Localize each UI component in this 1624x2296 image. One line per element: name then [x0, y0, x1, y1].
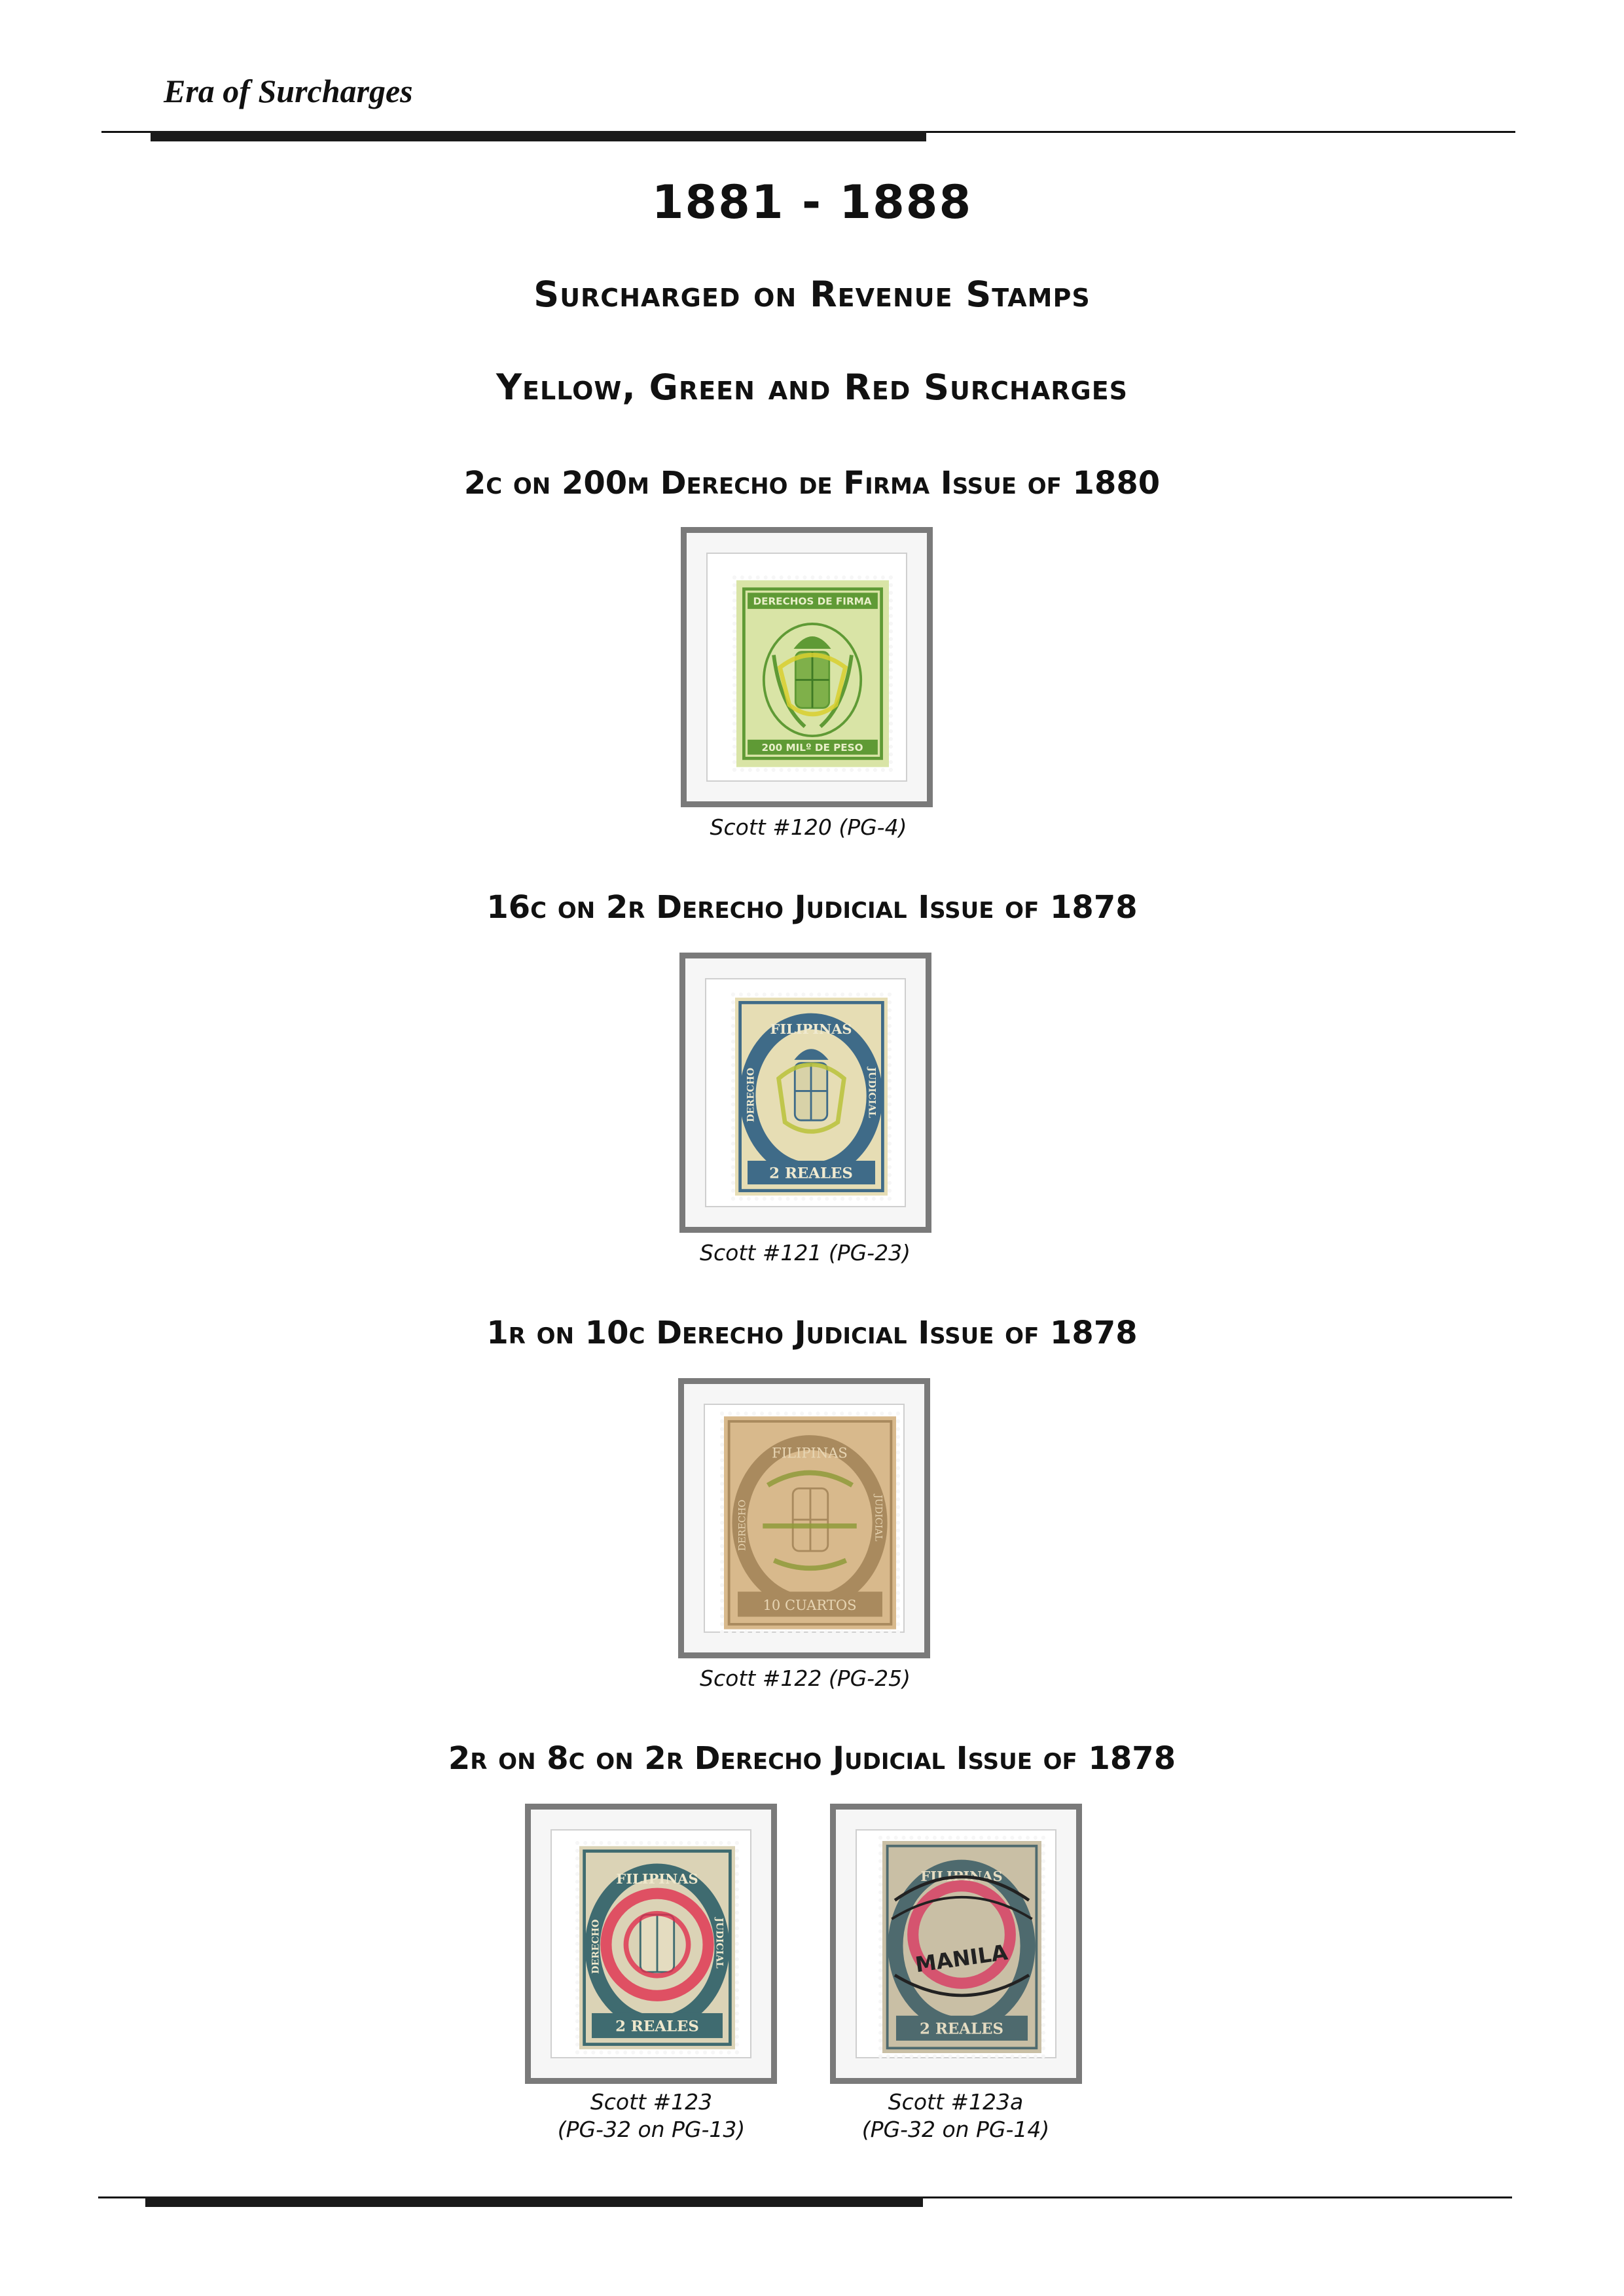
stamp-judicial-10c-svg	[724, 1415, 896, 1630]
section-heading: 2c on 200m Derecho de Firma Issue of 1880	[463, 465, 1161, 501]
stamp-top-text: FILIPINAS	[616, 1870, 698, 1887]
stamp-right-text: JUDICIAL	[866, 1067, 877, 1118]
stamp-mount	[830, 1804, 1082, 2084]
stamp-left-text: DERECHO	[746, 1067, 757, 1122]
stamp-mount	[525, 1804, 777, 2084]
stamp-bottom-text: 2 REALES	[615, 2018, 699, 2035]
stamp-image	[878, 1836, 1045, 2058]
stamp-left-text: DERECHO	[590, 1919, 602, 1974]
stamp-image	[575, 1841, 739, 2054]
stamp-bottom-text: 200 MILº DE PESO	[761, 741, 863, 754]
stamp-mount	[678, 1378, 930, 1658]
cancel-text: MANILA	[913, 1939, 1009, 1978]
stamp-judicial-123-svg	[579, 1845, 735, 2050]
stamp-top-text: DERECHOS DE FIRMA	[753, 595, 872, 608]
footer-rule-bar	[145, 2196, 923, 2207]
stamp-image	[732, 575, 893, 772]
stamp-left-text: DERECHO	[737, 1499, 748, 1552]
stamp-caption: Scott #121 (PG-23)	[700, 1240, 911, 1266]
stamp-caption	[497, 2088, 805, 2143]
stamp-judicial-123a-svg	[882, 1840, 1041, 2054]
stamp-judicial-2r-svg	[735, 996, 888, 1197]
stamp-caption: Scott #120 (PG-4)	[710, 814, 907, 840]
header-rule-bar	[151, 131, 926, 141]
page-header-title: Era of Surcharges	[164, 73, 413, 109]
stamp-top-text: FILIPINAS	[920, 1867, 1003, 1884]
page-subtitle-2: Yellow, Green and Red Surcharges	[496, 367, 1128, 408]
stamp-mount	[679, 953, 931, 1233]
stamp-right-text: JUDICIAL	[713, 1918, 725, 1969]
section-heading: 16c on 2r Derecho Judicial Issue of 1878	[486, 889, 1138, 926]
stamp-bottom-text: 10 CUARTOS	[763, 1596, 857, 1613]
stamp-right-text: JUDICIAL	[873, 1494, 884, 1542]
page-subtitle: Surcharged on Revenue Stamps	[533, 274, 1091, 315]
stamp-image	[720, 1412, 900, 1634]
stamp-top-text: FILIPINAS	[770, 1020, 852, 1037]
stamp-top-text: FILIPINAS	[772, 1444, 848, 1461]
section-heading: 2r on 8c on 2r Derecho Judicial Issue of 1878	[448, 1740, 1176, 1777]
section-heading: 1r on 10c Derecho Judicial Issue of 1878	[486, 1315, 1138, 1351]
stamp-caption	[802, 2088, 1110, 2143]
stamp-firma-svg	[736, 579, 889, 768]
stamp-bottom-text: 2 REALES	[920, 2020, 1004, 2038]
stamp-caption-line-1: Scott #123a	[888, 2089, 1024, 2115]
stamp-caption-line-2: (PG-32 on PG-14)	[861, 2117, 1050, 2142]
stamp-bottom-text: 2 REALES	[769, 1165, 853, 1182]
page-title: 1881 - 1888	[651, 175, 973, 229]
stamp-caption-line-2: (PG-32 on PG-13)	[557, 2117, 746, 2142]
stamp-image	[731, 993, 892, 1201]
stamp-mount	[681, 527, 933, 807]
stamp-caption: Scott #122 (PG-25)	[700, 1666, 911, 1691]
stamp-caption-line-1: Scott #123	[590, 2089, 713, 2115]
